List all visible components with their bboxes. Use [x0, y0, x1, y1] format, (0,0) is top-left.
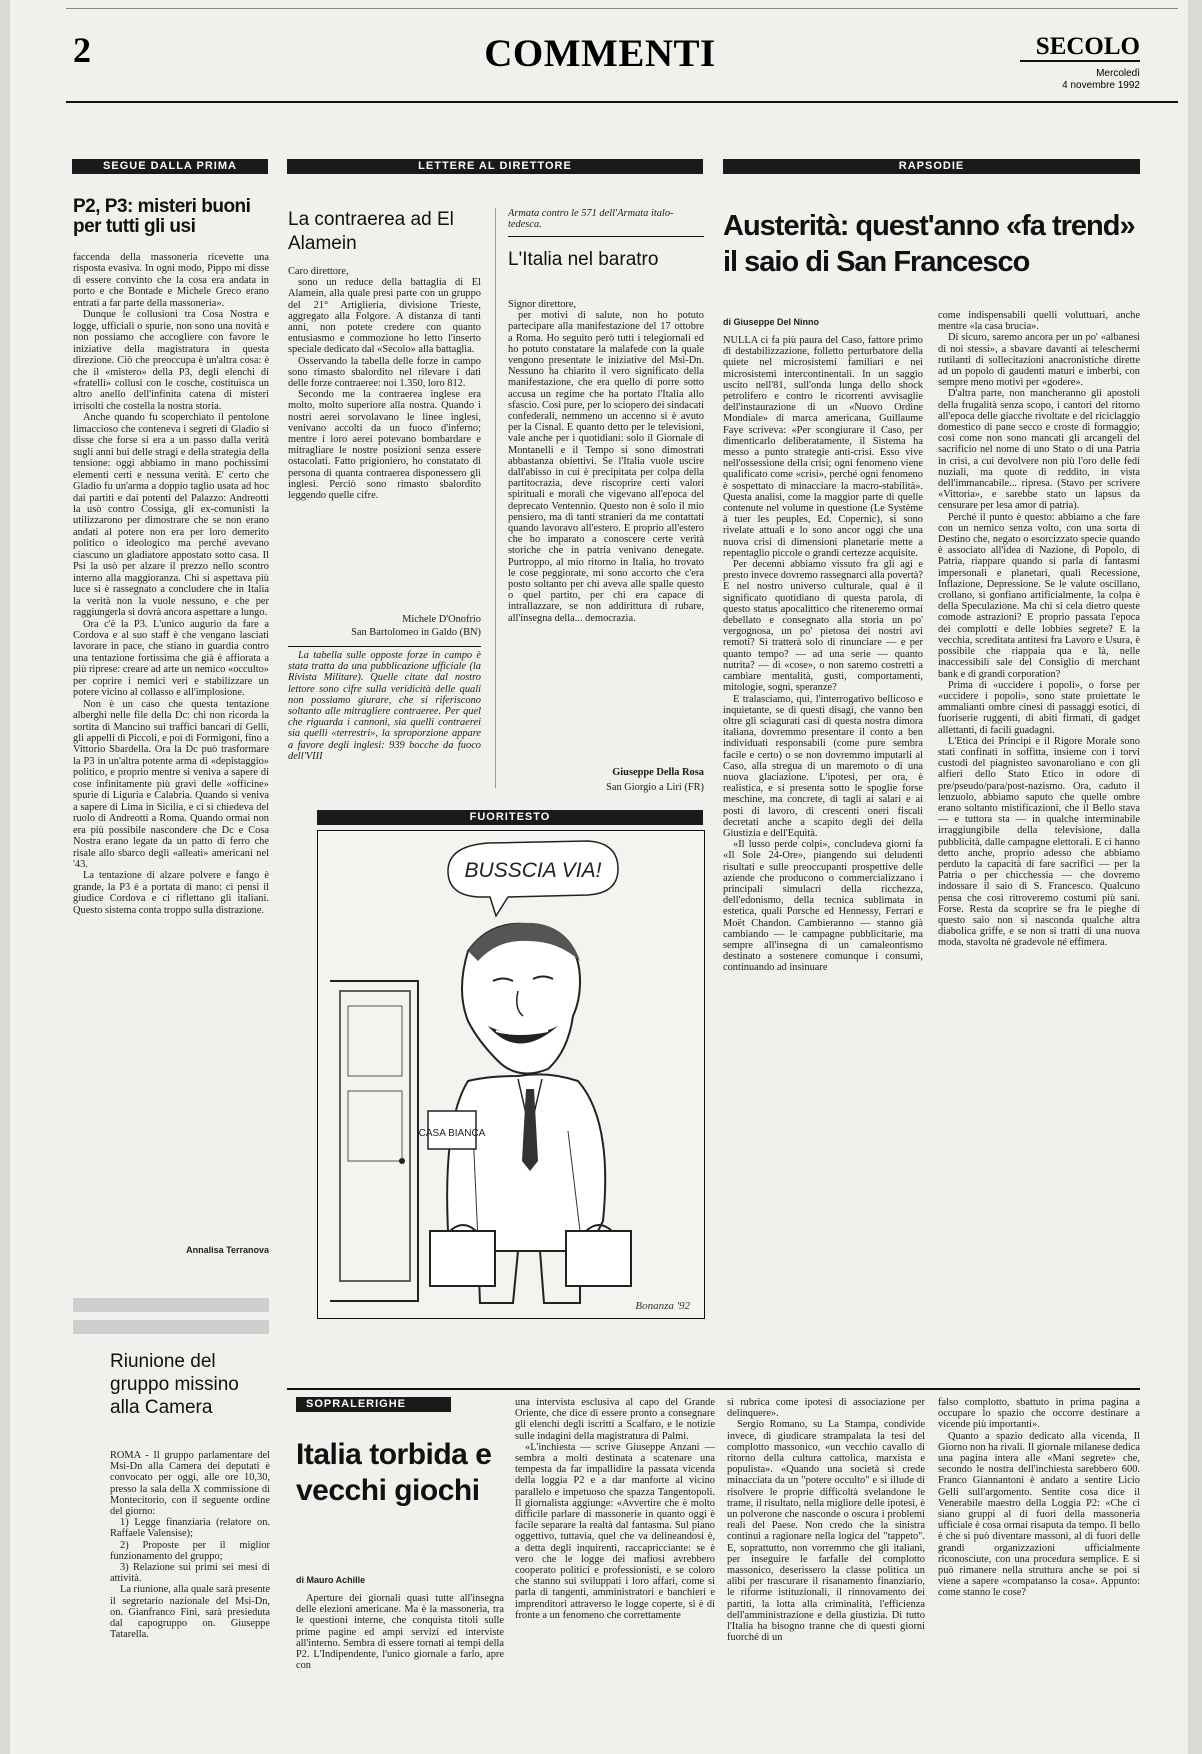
label-segue-dalla-prima: SEGUE DALLA PRIMA: [72, 159, 268, 174]
headline-baratro: L'Italia nel baratro: [508, 249, 659, 270]
paragraph: Armata contro le 571 dell'Armata italo-tedesca.: [508, 208, 674, 231]
headline-riunione: Riunione del gruppo missino alla Camera: [110, 1351, 239, 1418]
date: 4 novembre 1992: [1062, 80, 1140, 91]
suitcase-left: [430, 1231, 495, 1286]
article-austerita-col2: [938, 310, 1140, 1380]
paragraph: ROMA - Il gruppo parlamentare del Msi-Dn alla Camera dei deputati è convocato per oggi, alle ore 10,30, presso la sala della X commissione di Montecitorio, con il seguente ordine del giorno:: [110, 1450, 270, 1518]
byline-del-ninno: di Giuseppe Del Ninno: [723, 317, 820, 327]
paragraph: falso complotto, sbattuto in prima pagina a occupare lo spazio che occorre destinare a vicende più importanti».: [938, 1397, 1140, 1431]
headline-contraerea: La contraerea ad El Alamein: [288, 209, 454, 254]
paragraph: Aperture dei giornali quasi tutte all'insegna delle elezioni americane. Ma è la massoneria, tra le questioni interne, che conquista titoli sulle prime pagine ed ampi servizi ed interviste all'interno. Sembra di essere tornati ai tempi della P2. L'Indipendente, l'unico giornale a farlo, apre con: [296, 1593, 504, 1672]
article-riunione: [110, 1450, 270, 1735]
paragraph: faccenda della massoneria ricevette una risposta evasiva. In ogni modo, Pippo mi disse di essere convinto che la cosa era andata in porto e che Bontade e Michele Greco erano entrati a far parte della massoneria».: [73, 252, 269, 309]
headline-italia-torbida: Italia torbida e vecchi giochi: [296, 1438, 492, 1507]
cartoonist-signature: Bonanza '92: [635, 1300, 690, 1312]
door-inset: [348, 1006, 402, 1076]
signature-name: Michele D'Onofrio: [402, 614, 481, 625]
paragraph: «Il lusso perde colpi», concludeva giorni fa «Il Sole 24-Ore», piangendo sui deludenti risultati e sulle preoccupanti prospettive delle aziende che producono o commercializzano i principali simulacri della ricchezza, dell'edonismo, della tecnica sublimata in estetica, quali Porsche ed Hennessy, Ferrari e Moët Chandon. Cambieranno — stanno già cambiando — le campagne pubblicitarie, ma sempre all'insegna di un camaleontismo destinato a sostenere comunque i consumi, continuando ad insinuare: [723, 839, 923, 974]
paragraph: Di sicuro, saremo ancora per un po' «albanesi di noi stessi», a sbavare davanti ai teleschermi rutilanti di sollecitazioni anacronistiche dirette ad un popolo di gaudenti maturi e imberbi, con sempre meno motivi per «godere».: [938, 332, 1140, 389]
suitcase-right: [566, 1231, 631, 1286]
paragraph: come indispensabili quelli voluttuari, anche mentre «la casa brucia».: [938, 310, 1140, 333]
masthead-rule: [66, 101, 1178, 103]
article-italia-col1: [296, 1593, 504, 1743]
door-frame: [330, 981, 418, 1301]
signature-name: Giuseppe Della Rosa: [612, 767, 704, 778]
paragraph: Perché il punto è questo: abbiamo a che fare con un nemico senza volto, con una sorta di Destino che, negato o esorcizzato specie quando è associato all'idea di Nazione, di Popolo, di Patria, riappare quando si parla di fantasmi impersonali e planetari, quali Recessione, Inflazione, Depressione. Se le valute oscillano, crollano, si gonfiano artificialmente, la colpa è della Speculazione. Ma chi si cela dietro queste comode astrazioni? E proprio passata l'epoca dei complotti e delle lobbies segrete? E la vecchia, screditata antitesi fra Lavoro e Usura, è possibile che riappaia qua e là, nelle inaccessibili sale del Consiglio di merchant bank e di grandi corporation?: [938, 511, 1140, 680]
paragraph: Dunque le collusioni tra Cosa Nostra e logge, ufficiali o spurie, non sono una novità e non possiamo che accogliere con favore le iniziative della magistratura in questa direzione. Ciò che preoccupa è un'altra cosa: è che il «mistero» della P3, degli elenchi di «fratelli» collusi con le cosche, costituisca un altro anello dell'infinita catena di misteri irrisolti che costella la nostra storia.: [73, 309, 269, 412]
grey-band: [73, 1298, 269, 1312]
article-p2-p3: [73, 252, 269, 1237]
article-italia-col3: [727, 1397, 925, 1742]
label-rapsodie: RAPSODIE: [723, 159, 1140, 174]
paragraph: Sergio Romano, su La Stampa, condivide invece, di giudicare strampalata la tesi del complotto massonico, «un vecchio cavallo di ritorno della cultura cattolica, marxista e populista». «Quando una società si crede minacciata da un "potere occulto" e si illude di risolvere le proprie difficoltà svelandone le trame, il risultato, nella migliore delle ipotesi, è un polverone che nasconde o oscura i problemi reali del Paese. Non credo che la sinistra continui a ragionare nella logica del "tappeto". E, soprattutto, non vorremmo che gli italiani, per inseguire le farfalle del complotto massonico, deserissero la classe politica un alibi per trascurare il risanamento finanziario, le riforme istituzionali, il rinnovamento dei partiti, la lotta alla criminalità, l'efficienza dell'amministrazione e della giustizia. Di tutto l'Italia ha bisogno tranne che di questi giorni fuorché di un: [727, 1419, 925, 1644]
letter-contraerea: [288, 266, 481, 611]
section-title: COMMENTI: [484, 32, 716, 75]
paragraph: E tralasciamo, qui, l'interrogativo bellicoso e inquietante, se di questi disagi, che vanno ben oltre gli sciagurati casi di questa nostra dimora italiana, dovremmo presentare il conto a ben individuati responsabili (come pure sembra facile e certo) o se non dovremmo imputarli al Caso, alla stregua di un maremoto o di una nuova glaciazione. L'ipotesi, per ora, è realistica, e si presenta sotto le spoglie forse meschine, ma concrete, di tagli ai salari e ai posti di lavoro, di crescenti oneri fiscali decretati anche a scapito degli dei della Giustizia e dell'Equità.: [723, 693, 923, 839]
paragraph: La tabella sulle opposte forze in campo è stata tratta da una pubblicazione ufficiale (la Rivista Militare). Quelle citate dal nostro lettore sono cifre sulla veridicità delle quali non possiamo giurare, che si riferiscono soltanto alle mitragliere contraeree. Per quel che riguarda i cannoni, sia quelli contraerei sia quelli «terrestri», la sproporzione appare a favore degli inglesi: 939 bocche da fuoco dell'VIII: [288, 650, 481, 762]
paragraph: Non è un caso che questa tentazione alberghi nelle file della Dc: chi non ricorda la sortita di Mancino sui traffici bancari di Gelli, gli appelli di Piccoli, e poi di Formigoni, fino a Vittorio Sbardella. Ora la Dc può trasformare la P3 in un'altra potente arma di «depistaggio» politico, e proprio mentre si veniva a sapere di cose infinitamente più gravi delle «officine» spurie di Liguria e Calabria. Quando si veniva a sapere di Lima in Sicilia, e ci si chiedeva del ruolo di Andreotti a Roma. Quando ormai non era più possibile nascondere che Dc e Cosa Nostra erano legate da un patto di ferro che risale allo sbarco degli «alleati» americani nel '43.: [73, 698, 269, 871]
paragraph: Signor direttore,: [508, 299, 577, 310]
paragraph: si rubrica come ipotesi di associazione per delinquere».: [727, 1397, 925, 1420]
label-fuoritesto: FUORITESTO: [317, 810, 703, 825]
headline-p2-p3: P2, P3: misteri buoni per tutti gli usi: [73, 196, 251, 237]
column-divider: [495, 208, 496, 788]
letter-lead: [508, 208, 704, 234]
balloon-text: BUSSCIA VIA!: [464, 859, 602, 882]
paragraph: Prima di «uccidere i popoli», o forse per «uccidere i popoli», sono state proiettate le ammalianti ombre cinesi di passaggi esotici, di fuoriserie ruggenti, di abiti firmati, di gadget allettanti, di facili guadagni.: [938, 679, 1140, 736]
sign-text: CASA BIANCA: [418, 1128, 486, 1139]
letter-baratro: [508, 299, 704, 761]
newspaper-page: [10, 0, 1188, 1754]
paragraph: Anche quando fu scoperchiato il pentolone limaccioso che conteneva i segreti di Gladio si disse che forse si era a un passo dalla verità sugli anni bui delle stragi e della strategia della tensione: oggi abbiamo in mano pochissimi elementi certi e nessuna verità. E' certo che Gladio fu un'arma a doppio taglio usata ad hoc dai partiti e dai potenti del Palazzo: Andreotti la usò contro Cossiga, gli ex-comunisti la utilizzarono per dimostrare che se non erano andati al potere non era per loro demerito politico o ideologico ma perché avevano ciascuno un gladiatore appostato sotto casa. Il Psi la usò per alzare il prezzo nello scontro interno alla maggioranza. Chi si aspettava più luce si è rassegnato a concludere che in Italia la verità non la vuole nessuno, e che per raggiungerla si dovrà ancora aspettare a lungo.: [73, 412, 269, 619]
paragraph: Quanto a spazio dedicato alla vicenda, Il Giorno non ha rivali. Il giornale milanese dedica una pagina intera alle «Mani segrete» che, secondo le nostra dell'inchiesta sarebbero 600. Franco Giannantoni è andato a sentire Licio Gelli sull'argomento. Sentite cosa dice il Venerabile maestro della Loggia P2: «Che ci siano gruppi al di fuori della massoneria ufficiale è cosa ormai risaputa da tempo. Il bello è che si può diventare massoni, al di fuori delle grandi organizzazioni ufficialmente riconosciute, con una procedura semplice. E si può rimanere nella struttura anche se poi si viene a sapere «compatanso la cosa». Appunto: come stanno le cose?: [938, 1430, 1140, 1599]
article-italia-col2: [515, 1397, 715, 1742]
label-sopralerighe: SOPRALERIGHE: [296, 1397, 451, 1412]
door-panel: [340, 991, 410, 1281]
author-terranova: Annalisa Terranova: [186, 1245, 269, 1255]
paragraph: La riunione, alla quale sarà presente il segretario nazionale del Msi-Dn, on. Gianfranco Fini, sarà presieduta dal capogruppo on. Giuseppe Tatarella.: [110, 1584, 270, 1641]
label-lettere: LETTERE AL DIRETTORE: [287, 159, 703, 174]
section-rule: [287, 1388, 1140, 1390]
paragraph: L'Etica dei Principi e il Rigore Morale sono stati confinati in soffitta, insieme con i torvi custodi del piagnisteo savonaroliano e con gli alfieri dello Stato Etico in odore di pre/pseudo/para/post-nazismo. Ora, caduto il lenzuolo, abbiamo saputo che quelle ombre erano soltanto mistificazioni, che il Bello stava — e tuttora sta — in qualche interminabile irraggiungibile della televisione, dalla pubblicità, dalle campagne elettorali. E ci hanno detto anche, proprio adesso che abbiamo perduto la capacità di fare sacrifici — per la Patria o per chicchessia — che dovremo indossare il saio di S. Francesco. Qualcuno pensa che così ritroveremo costumi più sani. Forse. Resta da scoprire se fra le pieghe di questo saio non si nasconda qualche altra diabolica griffe, e se non si tratti di una nuova moda, stavolta né gradevole né effimera.: [938, 735, 1140, 949]
paragraph: NULLA ci fa più paura del Caso, fattore primo di destabilizzazione, folletto perturbatore della quiete nel microsistemi familiari e nei microsistemi intercontinentali. In un saggio uscito nell'81, sull'onda lunga dello shock petrolifero e contro le ricorrenti avvisaglie dell'instaurazione di un «Nuovo Ordine Mondiale» di marca americana, Guillaume Faye scriveva: «Per scongiurare il Caso, per dimenticarlo deliberatamente, il Sistema ha messo a punto strategie anti-crisi. Esso vive nell'ossessione della crisi; ogni fenomeno viene qualificato come «crisi», perché ogni fenomeno è sospettato di minacciare la macro-stabilità». Questa analisi, come la maggior parte di quelle contenute nel volume in questione (Le Système à tuer les peuples, Ed. Copernic), si sono rivelate attuali e lo sono ancor oggi che una nuova crisi di dimensioni planetarie mette a repentaglio piccole o grandi certezze acquisite.: [723, 335, 923, 559]
paragraph: sono un reduce della battaglia di El Alamein, alla quale presi parte con un gruppo del 21° Artiglieria, divisione Trieste, aggregato alla Folgore. A distanza di tanti anni, non potete credere con quanto entusiasmo e commozione ho letto l'inserto speciale dedicato dal «Secolo» alla battaglia.: [288, 277, 481, 356]
door-knob: [399, 1158, 405, 1164]
divider: [288, 646, 481, 647]
signature-place: San Giorgio a Liri (FR): [606, 782, 704, 793]
door-inset: [348, 1091, 402, 1161]
paragraph: 2) Proposte per il miglior funzionamento del gruppo;: [110, 1539, 270, 1562]
paragraph: Per decenni abbiamo vissuto fra gli agi e presto invece dovremo rassegnarci alla povertà? E nel nostro universo culturale, qual è il significato quotidiano di questa parola, di questo status apocalittico che riteneremo ormai debellato e consegnato alla storia un po' vergognosa, un po' pietosa dei nostri avi remoti? Si tratterà solo di rinunciare — e per quanto tempo? — ad una serie — quanto nutrita? — di «cose», o non saremo costretti a cambiare mentalità, gusti, comportamenti, mitologie, sogni, speranze?: [723, 559, 923, 694]
paragraph: Osservando la tabella delle forze in campo sono rimasto sbalordito nel rilevare i dati delle forze contraeree: noi 1.350, loro 812.: [288, 355, 481, 390]
paragraph: Caro direttore,: [288, 266, 349, 277]
cartoon-drawing: [318, 831, 704, 1318]
paragraph: «L'inchiesta — scrive Giuseppe Anzani — sembra a molti destinata a scatenare una tempesta da far impallidire la passata vicenda della loggia P2 e a dar manforte al vicino parallelo e impetuoso che spazza Tangentopoli. Il giornalista aggiunge: «Avvertire che è molto difficile parlare di massonerie in quanto oggi è facile separare la realtà dal fantasma. Sul piano oggettivo, tuttavia, quel che va delineandosi è, a detta degli inquirenti, raccapricciante: se è vero che le logge dei mafiosi avrebbero cooperato politici e professionisti, e se coloro che stanno sui sviluppati i loro affari, come si parla di tangenti, amministratori e banchieri e imprenditori attraverso le logge coperte, si è di fronte a un fenomeno che correttamente: [515, 1441, 715, 1621]
paragraph: una intervista esclusiva al capo del Grande Oriente, che dice di essere pronto a consegnare gli elenchi degli iscritti a Scalfaro, e le notizie sulle indagini della magistratura di Palmi.: [515, 1397, 715, 1442]
divider: [508, 236, 704, 237]
grey-band: [73, 1320, 269, 1334]
cartoon-frame: [317, 830, 705, 1319]
paragraph: Secondo me la contraerea inglese era molto, molto superiore alla nostra. Quando i nostri aerei sorvolavano le linee inglesi, venivano accolti da un fuoco d'inferno; mentre i loro aerei potevano bombardare e mitragliare le nostre posizioni senza essere ostacolati. Fatto prigioniero, ho constatato di persona di quanta contraerea disponessero gli inglesi. Perciò sono rimasto sbalordito leggendo quelle cifre.: [288, 389, 481, 502]
headline-austerita: Austerità: quest'anno «fa trend» il saio di San Francesco: [723, 210, 1135, 278]
byline-achille: di Mauro Achille: [296, 1575, 366, 1585]
paragraph: per motivi di salute, non ho potuto partecipare alla manifestazione del 17 ottobre a Roma. Ho seguito però tutti i telegiornali ed ho potuto constatare la malafede con la quale vengono presentate le iniziative del Msi-Dn. Nessuno ha chiarito il vero significato della manifestazione, che era quello di porre sotto accusa un regime che ha portato l'Italia allo sfascio. Così pure, per lo sciopero dei sindacati confederali, nemmeno un accenno si è avuto per la Cisnal. E quanto detto per le televisioni, vale anche per i quotidiani: solo il Giornale di Montanelli e il Tempo si sono dimostrati abbastanza obiettivi. Se l'Italia vuole uscire dall'abisso in cui è precipitata per colpa della partitocrazia, deve riscoprire certi valori spirituali e morali che vigevano all'epoca del deprecato Ventennio. Questo non è solo il mio pensiero, ma di tanti stranieri da me contattati quando lavoravo all'estero. E proprio all'estero che ho imparato a conoscere certe verità storiche che in patria venivano denegate. Purtroppo, al mio ritorno in Italia, ho trovato le cose peggiorate, mi sono accorto che c'era posto soltanto per chi aveva alle spalle questo o quel partito, per chi era capace di intrallazzare, se non addirittura di rubare, all'insegna della... democrazia.: [508, 310, 704, 624]
paragraph: 3) Relazione sui primi sei mesi di attività.: [110, 1562, 270, 1585]
paragraph: Ora c'è la P3. L'unico augurio da fare a Cordova e al suo staff è che vengano lasciati lavorare in pace, che stiano in guardia contro una tentazione fortissima che già è affiorata a più riprese: creare ad arte un nemico «occulto» per coprire i nemici veri e stabilizzare un potere vicino al collasso e all'implosione.: [73, 618, 269, 699]
paragraph: D'altra parte, non mancheranno gli apostoli della frugalità senza scopo, i cantori del ritorno all'epoca delle giacche rivoltate e del riciclaggio domestico di pane secco e croste di formaggio; così come non sono mancati gli arcangeli del sacrificio nel nome di uno Stato o di una Patria in crisi, a cui devolvere non più l'oro delle fedi nuziali, ma quote di reddito, in vista dell'immancabile... ripresa. (Stavo per scrivere «Vittoria», e sarebbe stato un lapsus da censurare per lesa amor di patria).: [938, 388, 1140, 512]
editor-reply: [288, 650, 481, 785]
article-italia-col4: [938, 1397, 1140, 1742]
weekday: Mercoledì: [1096, 68, 1140, 79]
paragraph: La tentazione di alzare polvere e fango è grande, la P3 è a portata di mano: ci pensi il giudice Cordova e ci riflettano gli italiani. Questo sistema conta troppo sulla distrazione.: [73, 870, 269, 916]
newspaper-logo: SECOLO: [1020, 34, 1140, 62]
article-austerita-col1: [723, 335, 923, 1380]
paragraph: 1) Legge finanziaria (relatore on. Raffaele Valensise);: [110, 1517, 270, 1540]
signature-place: San Bartolomeo in Galdo (BN): [351, 627, 481, 638]
page-number: 2: [73, 30, 91, 70]
top-hairline: [66, 8, 1178, 9]
